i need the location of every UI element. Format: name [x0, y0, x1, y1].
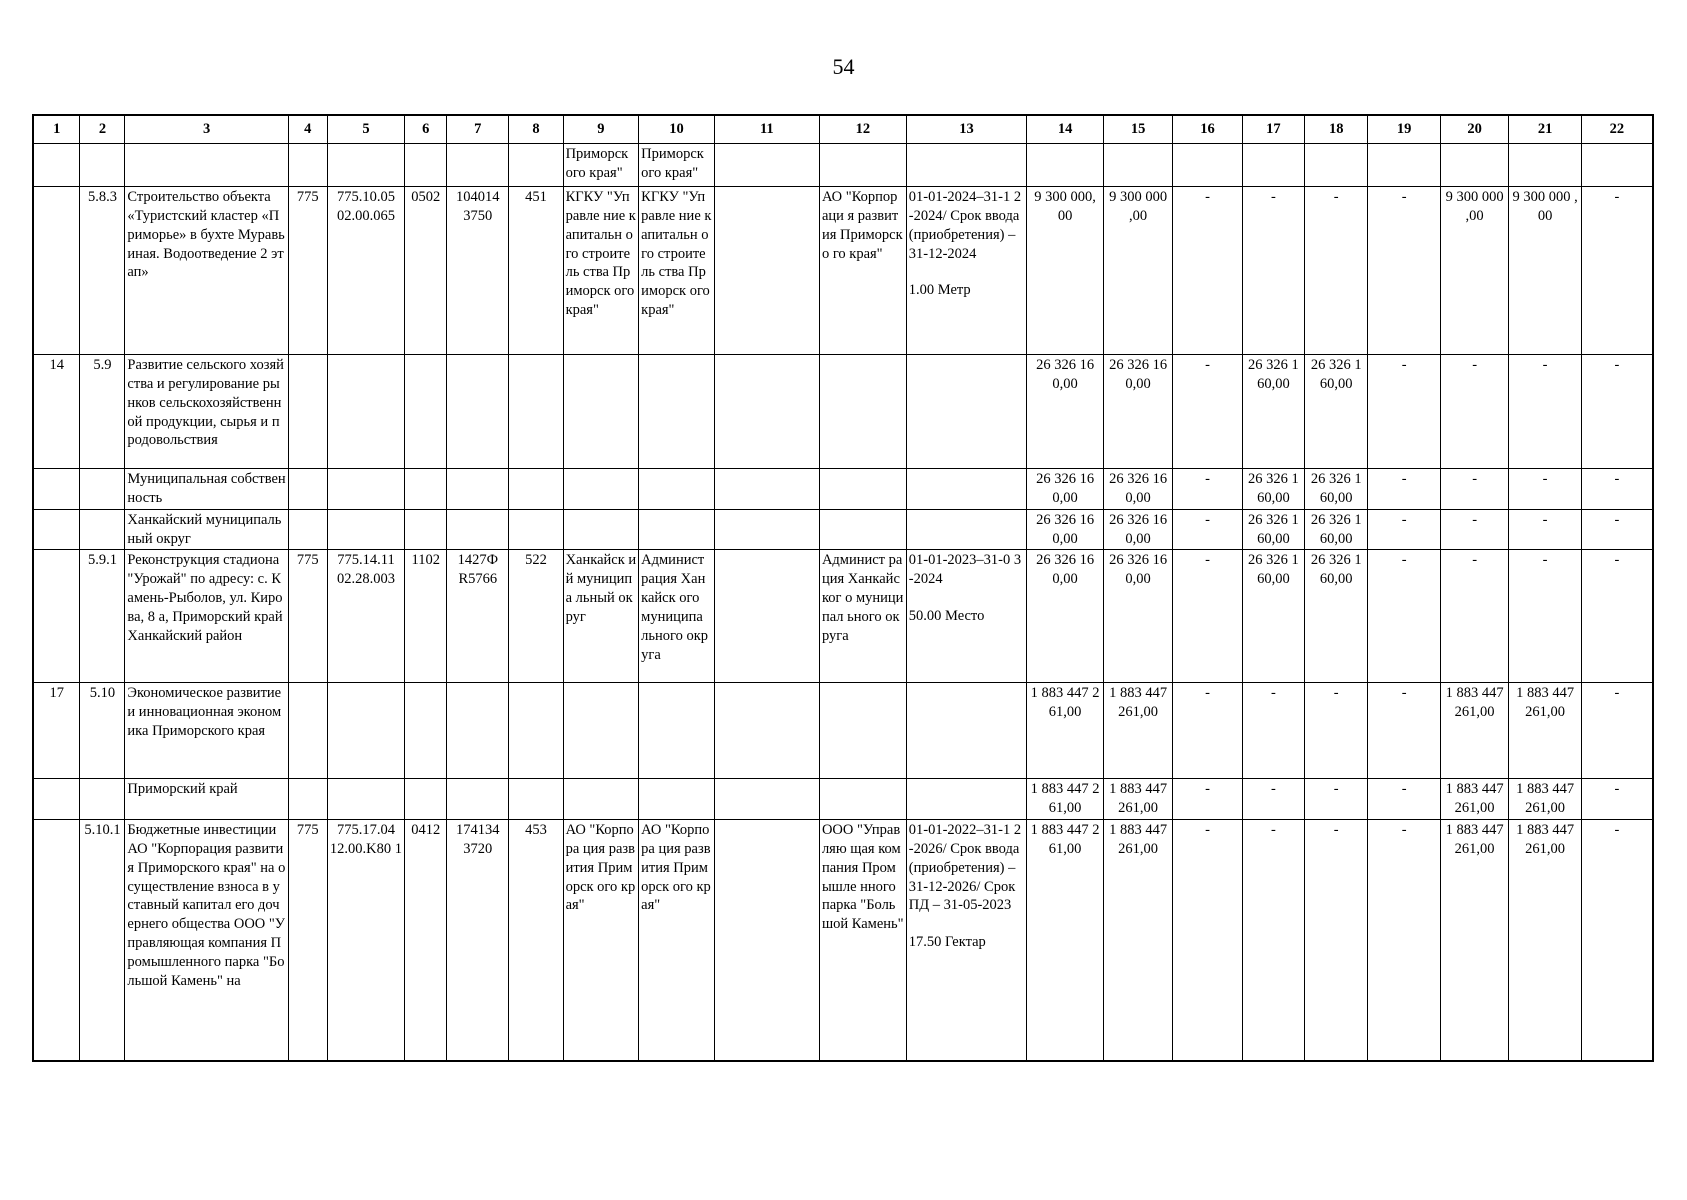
cell-col20: - — [1440, 469, 1508, 510]
cell-target-code — [447, 469, 509, 510]
cell-name: Развитие сельского хозяйства и регулирование рынков сельскохозяйственной продукции, сырья и продовольствия — [125, 355, 288, 469]
cell-program-code — [327, 144, 405, 187]
cell-col15: 26 326 16 0,00 — [1103, 469, 1172, 510]
cell-col11 — [714, 509, 819, 550]
cell-col18: - — [1305, 187, 1368, 355]
table-row — [33, 469, 1653, 510]
cell-col20: 1 883 447 261,00 — [1440, 779, 1508, 820]
cell-code: 5.9 — [80, 355, 125, 469]
cell-name: Муниципальная собственность — [125, 469, 288, 510]
cell-col17: 26 326 1 60,00 — [1242, 355, 1304, 469]
cell-grbs — [288, 144, 327, 187]
cell-section: 0412 — [405, 820, 447, 1062]
cell-expense-type: 453 — [509, 820, 563, 1062]
col-header: 2 — [80, 115, 125, 144]
cell-recipient — [563, 779, 639, 820]
table-row — [33, 144, 1653, 187]
cell-col17: - — [1242, 779, 1304, 820]
cell-expense-type — [509, 469, 563, 510]
cell-num — [33, 550, 80, 683]
cell-terms — [906, 779, 1027, 820]
cell-col17: 26 326 1 60,00 — [1242, 469, 1304, 510]
cell-col21: - — [1509, 355, 1582, 469]
cell-target-code — [447, 144, 509, 187]
cell-col17: - — [1242, 683, 1304, 779]
col-header: 5 — [327, 115, 405, 144]
cell-grbs: 775 — [288, 187, 327, 355]
cell-recipient: АО "Корпора ция развития Приморск ого края" — [563, 820, 639, 1062]
cell-col18: - — [1305, 779, 1368, 820]
cell-col17 — [1242, 144, 1304, 187]
cell-col11 — [714, 144, 819, 187]
col-header: 4 — [288, 115, 327, 144]
cell-terms: 01-01-2023–31-0 3-2024 50.00 Место — [906, 550, 1027, 683]
col-header: 7 — [447, 115, 509, 144]
cell-col15: 26 326 16 0,00 — [1103, 355, 1172, 469]
cell-developer: ООО "Управляю щая компания Промышле нного парка "Большой Камень" — [819, 820, 906, 1062]
cell-col17: 26 326 1 60,00 — [1242, 550, 1304, 683]
cell-code: 5.9.1 — [80, 550, 125, 683]
cell-col18 — [1305, 144, 1368, 187]
cell-expense-type — [509, 509, 563, 550]
cell-col15: 1 883 447 261,00 — [1103, 683, 1172, 779]
cell-num — [33, 820, 80, 1062]
col-header: 17 — [1242, 115, 1304, 144]
cell-grbs — [288, 683, 327, 779]
cell-customer — [639, 683, 715, 779]
cell-section — [405, 509, 447, 550]
cell-col20: - — [1440, 355, 1508, 469]
cell-col15: 26 326 16 0,00 — [1103, 509, 1172, 550]
cell-terms: 01-01-2024–31-1 2-2024/ Срок ввода (приобретения) – 31-12-2024 1.00 Метр — [906, 187, 1027, 355]
cell-col19: - — [1368, 355, 1441, 469]
cell-grbs — [288, 469, 327, 510]
cell-col16 — [1173, 144, 1242, 187]
cell-col19: - — [1368, 550, 1441, 683]
table-row — [33, 820, 1653, 1062]
cell-code: 5.10.1 — [80, 820, 125, 1062]
col-header: 11 — [714, 115, 819, 144]
cell-col22: - — [1581, 509, 1653, 550]
cell-grbs: 775 — [288, 550, 327, 683]
cell-col20 — [1440, 144, 1508, 187]
cell-col16: - — [1173, 820, 1242, 1062]
cell-terms — [906, 469, 1027, 510]
col-header: 21 — [1509, 115, 1582, 144]
table-row — [33, 779, 1653, 820]
cell-col14: 26 326 16 0,00 — [1027, 469, 1104, 510]
cell-developer — [819, 779, 906, 820]
col-header: 19 — [1368, 115, 1441, 144]
cell-terms — [906, 144, 1027, 187]
cell-customer — [639, 355, 715, 469]
cell-name: Бюджетные инвестиции АО "Корпорация развития Приморского края" на осуществление взноса в уставный капитал его дочернего общества ООО "Управляющая компания Промышленного парка "Большой Камень" на — [125, 820, 288, 1062]
cell-col21: - — [1509, 509, 1582, 550]
col-header: 12 — [819, 115, 906, 144]
cell-col14: 26 326 16 0,00 — [1027, 509, 1104, 550]
cell-name: Экономическое развитие и инновационная экономика Приморского края — [125, 683, 288, 779]
cell-expense-type — [509, 144, 563, 187]
cell-customer — [639, 469, 715, 510]
cell-expense-type: 451 — [509, 187, 563, 355]
cell-col22: - — [1581, 683, 1653, 779]
cell-section — [405, 469, 447, 510]
table-row — [33, 355, 1653, 469]
cell-section: 1102 — [405, 550, 447, 683]
cell-col16: - — [1173, 509, 1242, 550]
cell-expense-type: 522 — [509, 550, 563, 683]
cell-target-code — [447, 355, 509, 469]
cell-col14: 26 326 16 0,00 — [1027, 550, 1104, 683]
cell-name: Приморский край — [125, 779, 288, 820]
cell-col20: 1 883 447 261,00 — [1440, 820, 1508, 1062]
cell-section — [405, 144, 447, 187]
cell-expense-type — [509, 355, 563, 469]
cell-col20: - — [1440, 509, 1508, 550]
cell-program-code: 775.14.11 02.28.003 — [327, 550, 405, 683]
cell-col20: - — [1440, 550, 1508, 683]
col-header: 3 — [125, 115, 288, 144]
cell-col19: - — [1368, 779, 1441, 820]
cell-col16: - — [1173, 187, 1242, 355]
cell-col21: 1 883 447 261,00 — [1509, 683, 1582, 779]
cell-col18: 26 326 1 60,00 — [1305, 355, 1368, 469]
cell-code — [80, 469, 125, 510]
cell-col11 — [714, 820, 819, 1062]
cell-target-code — [447, 683, 509, 779]
cell-col18: 26 326 1 60,00 — [1305, 550, 1368, 683]
cell-col21: 9 300 000 ,00 — [1509, 187, 1582, 355]
header-row — [33, 115, 1653, 144]
cell-col21 — [1509, 144, 1582, 187]
cell-name — [125, 144, 288, 187]
table-row — [33, 509, 1653, 550]
cell-col19: - — [1368, 469, 1441, 510]
cell-target-code: 174134 3720 — [447, 820, 509, 1062]
cell-target-code: 104014 3750 — [447, 187, 509, 355]
cell-col19: - — [1368, 187, 1441, 355]
cell-customer — [639, 779, 715, 820]
cell-col16: - — [1173, 469, 1242, 510]
col-header: 20 — [1440, 115, 1508, 144]
cell-code — [80, 779, 125, 820]
cell-col15: 1 883 447 261,00 — [1103, 820, 1172, 1062]
cell-program-code: 775.17.04 12.00.K80 1 — [327, 820, 405, 1062]
cell-section: 0502 — [405, 187, 447, 355]
table-row — [33, 550, 1653, 683]
col-header: 18 — [1305, 115, 1368, 144]
cell-col17: - — [1242, 187, 1304, 355]
cell-customer: АО "Корпора ция развития Приморск ого края" — [639, 820, 715, 1062]
cell-col16: - — [1173, 355, 1242, 469]
cell-col18: - — [1305, 683, 1368, 779]
cell-num: 14 — [33, 355, 80, 469]
cell-section — [405, 779, 447, 820]
col-header: 16 — [1173, 115, 1242, 144]
cell-col18: - — [1305, 820, 1368, 1062]
cell-recipient: Ханкайск ий муниципа льный округ — [563, 550, 639, 683]
cell-customer — [639, 509, 715, 550]
cell-program-code — [327, 509, 405, 550]
cell-col15 — [1103, 144, 1172, 187]
col-header: 13 — [906, 115, 1027, 144]
cell-col19: - — [1368, 820, 1441, 1062]
cell-program-code — [327, 355, 405, 469]
cell-num: 17 — [33, 683, 80, 779]
cell-col19 — [1368, 144, 1441, 187]
cell-terms — [906, 683, 1027, 779]
cell-col14: 26 326 16 0,00 — [1027, 355, 1104, 469]
col-header: 9 — [563, 115, 639, 144]
cell-target-code — [447, 509, 509, 550]
cell-col16: - — [1173, 683, 1242, 779]
cell-col20: 9 300 000 ,00 — [1440, 187, 1508, 355]
cell-col11 — [714, 355, 819, 469]
col-header: 6 — [405, 115, 447, 144]
cell-section — [405, 683, 447, 779]
cell-grbs — [288, 509, 327, 550]
cell-num — [33, 187, 80, 355]
cell-recipient — [563, 355, 639, 469]
cell-customer: Приморск ого края" — [639, 144, 715, 187]
cell-name: Реконструкция стадиона "Урожай" по адресу: с. Камень-Рыболов, ул. Кирова, 8 а, Приморский край Ханкайский район — [125, 550, 288, 683]
cell-recipient — [563, 469, 639, 510]
cell-col14: 1 883 447 261,00 — [1027, 820, 1104, 1062]
cell-program-code — [327, 683, 405, 779]
cell-expense-type — [509, 683, 563, 779]
cell-code — [80, 509, 125, 550]
cell-col22: - — [1581, 187, 1653, 355]
cell-col18: 26 326 1 60,00 — [1305, 469, 1368, 510]
cell-developer — [819, 509, 906, 550]
cell-col21: 1 883 447 261,00 — [1509, 820, 1582, 1062]
cell-col16: - — [1173, 550, 1242, 683]
cell-col11 — [714, 683, 819, 779]
cell-customer: Админист рация Ханкайск ого муниципа льного округа — [639, 550, 715, 683]
cell-grbs — [288, 779, 327, 820]
col-header: 15 — [1103, 115, 1172, 144]
cell-col21: - — [1509, 550, 1582, 683]
cell-col20: 1 883 447 261,00 — [1440, 683, 1508, 779]
col-header: 8 — [509, 115, 563, 144]
cell-col16: - — [1173, 779, 1242, 820]
page-number: 54 — [832, 54, 855, 79]
cell-grbs — [288, 355, 327, 469]
table-row — [33, 187, 1653, 355]
cell-terms: 01-01-2022–31-1 2-2026/ Срок ввода (приобретения) – 31-12-2026/ Срок ПД – 31-05-2023 17.50 Гектар — [906, 820, 1027, 1062]
cell-col19: - — [1368, 509, 1441, 550]
budget-table — [32, 114, 1654, 1062]
cell-col17: 26 326 1 60,00 — [1242, 509, 1304, 550]
cell-program-code: 775.10.05 02.00.065 — [327, 187, 405, 355]
col-header: 22 — [1581, 115, 1653, 144]
cell-num — [33, 469, 80, 510]
cell-recipient: КГКУ "Управле ние капитальн ого строитель ства Приморск ого края" — [563, 187, 639, 355]
cell-recipient: Приморск ого края" — [563, 144, 639, 187]
cell-col14: 1 883 447 261,00 — [1027, 779, 1104, 820]
cell-num — [33, 144, 80, 187]
cell-col18: 26 326 1 60,00 — [1305, 509, 1368, 550]
cell-col14: 1 883 447 261,00 — [1027, 683, 1104, 779]
cell-col22: - — [1581, 820, 1653, 1062]
cell-developer: АО "Корпораци я развития Приморско го края" — [819, 187, 906, 355]
cell-col22: - — [1581, 779, 1653, 820]
cell-program-code — [327, 779, 405, 820]
cell-col15: 1 883 447 261,00 — [1103, 779, 1172, 820]
cell-developer — [819, 683, 906, 779]
cell-col15: 9 300 000 ,00 — [1103, 187, 1172, 355]
cell-recipient — [563, 683, 639, 779]
cell-target-code: 1427Ф R5766 — [447, 550, 509, 683]
cell-col22: - — [1581, 355, 1653, 469]
cell-developer: Админист рация Ханкайског о муниципал ьного округа — [819, 550, 906, 683]
cell-col11 — [714, 779, 819, 820]
col-header: 1 — [33, 115, 80, 144]
cell-col11 — [714, 187, 819, 355]
cell-name: Ханкайский муниципальный округ — [125, 509, 288, 550]
cell-program-code — [327, 469, 405, 510]
cell-col22: - — [1581, 469, 1653, 510]
cell-col22: - — [1581, 550, 1653, 683]
cell-col22 — [1581, 144, 1653, 187]
cell-developer — [819, 355, 906, 469]
cell-col11 — [714, 469, 819, 510]
col-header: 10 — [639, 115, 715, 144]
cell-code: 5.10 — [80, 683, 125, 779]
cell-grbs: 775 — [288, 820, 327, 1062]
cell-developer — [819, 144, 906, 187]
cell-terms — [906, 355, 1027, 469]
cell-recipient — [563, 509, 639, 550]
cell-section — [405, 355, 447, 469]
cell-expense-type — [509, 779, 563, 820]
cell-terms — [906, 509, 1027, 550]
cell-col17: - — [1242, 820, 1304, 1062]
cell-customer: КГКУ "Управле ние капитальн ого строитель ства Приморск ого края" — [639, 187, 715, 355]
cell-code: 5.8.3 — [80, 187, 125, 355]
cell-col21: - — [1509, 469, 1582, 510]
cell-col14 — [1027, 144, 1104, 187]
cell-col19: - — [1368, 683, 1441, 779]
col-header: 14 — [1027, 115, 1104, 144]
cell-num — [33, 509, 80, 550]
cell-target-code — [447, 779, 509, 820]
cell-col15: 26 326 16 0,00 — [1103, 550, 1172, 683]
cell-col21: 1 883 447 261,00 — [1509, 779, 1582, 820]
cell-developer — [819, 469, 906, 510]
cell-col14: 9 300 000, 00 — [1027, 187, 1104, 355]
table-row — [33, 683, 1653, 779]
cell-num — [33, 779, 80, 820]
cell-name: Строительство объекта «Туристский кластер «Приморье» в бухте Муравьиная. Водоотведение 2 этап» — [125, 187, 288, 355]
cell-code — [80, 144, 125, 187]
cell-col11 — [714, 550, 819, 683]
